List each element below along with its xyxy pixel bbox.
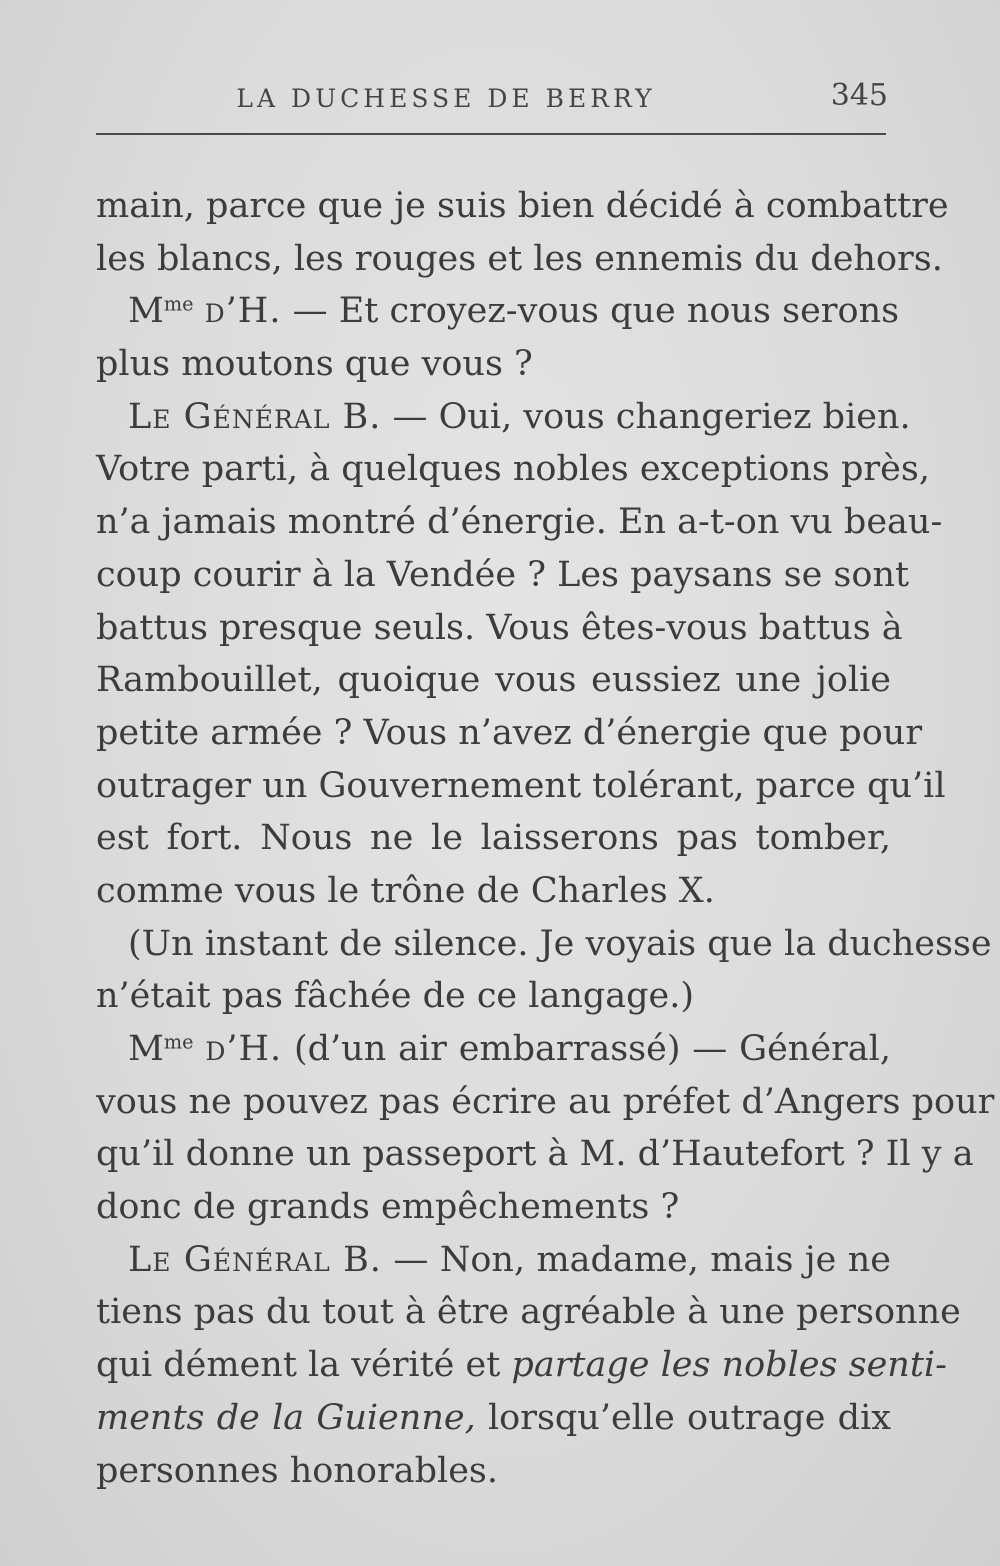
line-text: les blancs, les rouges et les ennemis du dehors. bbox=[96, 238, 943, 279]
line-text: main, parce que je suis bien décidé à combattre bbox=[96, 186, 949, 226]
line-text: comme vous le trône de Charles X. bbox=[96, 870, 715, 911]
text-line bbox=[96, 1234, 891, 1287]
line-text: — Et croyez-vous que nous serons bbox=[281, 291, 900, 332]
line-text: Votre parti, à quelques nobles exceptions près, bbox=[96, 449, 930, 490]
text-line bbox=[96, 233, 943, 286]
body-text bbox=[96, 180, 995, 1497]
text-line bbox=[96, 812, 891, 865]
line-text: petite armée ? Vous n’avez d’énergie que pour bbox=[96, 712, 923, 753]
speaker-initial: M bbox=[128, 291, 164, 332]
italic-text: partage les nobles senti- bbox=[511, 1345, 947, 1386]
text-line bbox=[96, 338, 891, 391]
line-text: personnes honorables. bbox=[96, 1450, 498, 1491]
italic-text: ments de la Guienne, bbox=[96, 1397, 476, 1438]
speaker-name: Le Général B. bbox=[128, 396, 382, 437]
running-title: LA DUCHESSE DE BERRY bbox=[236, 84, 656, 113]
line-text: coup courir à la Vendée ? Les paysans se sont bbox=[96, 554, 910, 595]
text-line bbox=[96, 1286, 961, 1339]
speaker-superscript: me bbox=[163, 292, 194, 316]
line-text: qui dément la vérité et bbox=[96, 1345, 512, 1386]
text-line bbox=[96, 707, 923, 760]
line-text: n’a jamais montré d’énergie. En a-t-on vu beau- bbox=[96, 502, 943, 543]
line-text: — Oui, vous changeriez bien. bbox=[381, 396, 911, 437]
text-line bbox=[96, 285, 900, 338]
running-head bbox=[96, 72, 896, 122]
text-line bbox=[96, 496, 943, 549]
line-text: (Un instant de silence. Je voyais que la duchesse bbox=[128, 923, 992, 964]
text-line bbox=[96, 1023, 891, 1076]
line-text: (d’un air embarrassé) — Général, bbox=[282, 1029, 891, 1069]
line-text: outrager un Gouvernement tolérant, parce qu’il bbox=[96, 765, 946, 806]
speaker-name: d’H. bbox=[205, 1029, 283, 1069]
text-line bbox=[96, 549, 910, 602]
line-text: Rambouillet, quoique vous eussiez une jolie bbox=[96, 660, 891, 701]
line-text: donc de grands empêchements ? bbox=[96, 1187, 680, 1228]
text-line bbox=[96, 1445, 891, 1498]
header-rule bbox=[96, 133, 886, 135]
text-line bbox=[96, 602, 903, 655]
line-text: vous ne pouvez pas écrire au préfet d’Angers pour bbox=[96, 1081, 995, 1122]
text-line bbox=[96, 1392, 891, 1445]
text-line bbox=[96, 970, 891, 1023]
text-line bbox=[96, 443, 930, 496]
page-number: 345 bbox=[830, 78, 888, 113]
line-text: n’était pas fâchée de ce langage.) bbox=[96, 976, 695, 1017]
text-line bbox=[96, 865, 891, 918]
line-text: battus presque seuls. Vous êtes-vous battus à bbox=[96, 607, 903, 648]
text-line bbox=[96, 1128, 974, 1181]
line-text: plus moutons que vous ? bbox=[96, 344, 533, 385]
speaker-name: d’H. bbox=[204, 291, 282, 332]
text-line bbox=[96, 1076, 995, 1129]
text-line bbox=[96, 391, 911, 444]
line-text: qu’il donne un passeport à M. d’Hautefort ? Il y a bbox=[96, 1134, 974, 1175]
text-line bbox=[96, 918, 992, 971]
speaker-name: Le Général B. bbox=[128, 1239, 382, 1280]
line-text: tiens pas du tout à être agréable à une personne bbox=[96, 1292, 961, 1333]
speaker-initial: M bbox=[128, 1029, 164, 1069]
line-text: est fort. Nous ne le laisserons pas tomber, bbox=[96, 818, 891, 859]
text-line bbox=[96, 654, 891, 707]
line-text: — Non, madame, mais je ne bbox=[381, 1239, 892, 1280]
speaker-superscript: me bbox=[163, 1030, 194, 1054]
line-text: lorsqu’elle outrage dix bbox=[475, 1397, 891, 1438]
text-line bbox=[96, 760, 946, 813]
text-line bbox=[96, 1181, 891, 1234]
text-line bbox=[96, 1339, 947, 1392]
text-line bbox=[96, 180, 949, 233]
